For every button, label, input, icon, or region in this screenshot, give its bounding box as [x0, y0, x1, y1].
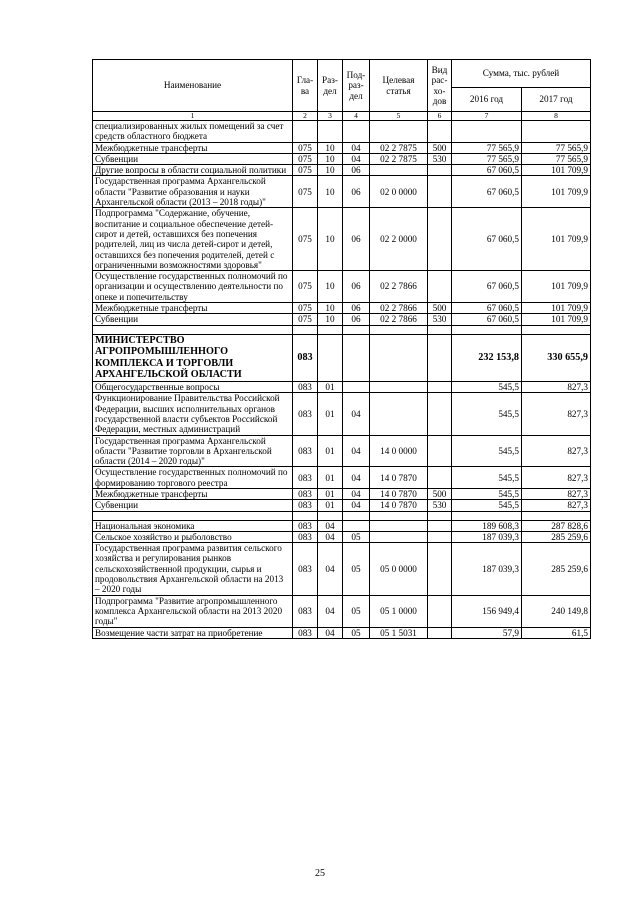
expense-type-cell [428, 543, 452, 595]
razdel-cell: 01 [318, 467, 343, 489]
sum-2016-cell: 545,5 [452, 382, 522, 393]
razdel-cell: 01 [318, 393, 343, 435]
podrazdel-cell: 06 [343, 208, 370, 271]
sum-2017-cell: 101 709,9 [522, 176, 591, 208]
sum-2017-cell: 101 709,9 [522, 271, 591, 303]
sum-2016-cell [452, 121, 522, 143]
expense-type-cell [428, 393, 452, 435]
razdel-cell: 04 [318, 543, 343, 595]
podrazdel-cell: 04 [343, 435, 370, 467]
expense-type-cell [428, 334, 452, 381]
table-row [93, 165, 591, 176]
sum-2016-cell [452, 511, 522, 520]
expense-type-cell [428, 121, 452, 143]
table-row [93, 488, 591, 499]
target-article-cell [370, 325, 428, 334]
razdel-cell: 01 [318, 500, 343, 511]
table-row [93, 176, 591, 208]
podrazdel-cell: 05 [343, 627, 370, 638]
podrazdel-cell: 04 [343, 467, 370, 489]
glava-cell: 083 [293, 543, 318, 595]
header-year-2016: 2016 год [452, 88, 522, 112]
glava-cell: 075 [293, 142, 318, 153]
name-cell: Государственная программа развития сельского хозяйства и регулирования рынков сельскохозяйственной продукции, сырья и продовольствия Архангельской области на 2013 – 2020 годы [93, 543, 293, 595]
sum-2016-cell: 187 039,3 [452, 531, 522, 542]
header-glava: Гла- ва [293, 60, 318, 112]
razdel-cell: 04 [318, 627, 343, 638]
razdel-cell [318, 121, 343, 143]
sum-2017-cell: 330 655,9 [522, 334, 591, 381]
expense-type-cell [428, 520, 452, 531]
name-cell: Осуществление государственных полномочий по формированию торгового реестра [93, 467, 293, 489]
column-number: 7 [452, 112, 522, 121]
sum-2016-cell: 545,5 [452, 488, 522, 499]
table-row [93, 435, 591, 467]
razdel-cell: 01 [318, 382, 343, 393]
sum-2017-cell: 101 709,9 [522, 314, 591, 325]
header-sum: Сумма, тыс. рублей [452, 60, 591, 88]
sum-2016-cell: 232 153,8 [452, 334, 522, 381]
name-cell: Подпрограмма "Развитие агропромышленного комплекса Архангельской области на 2013 2020 годы" [93, 595, 293, 627]
podrazdel-cell [343, 325, 370, 334]
sum-2016-cell: 545,5 [452, 435, 522, 467]
sum-2017-cell [522, 511, 591, 520]
table-row [93, 393, 591, 435]
expense-type-cell [428, 511, 452, 520]
sum-2017-cell: 285 259,6 [522, 543, 591, 595]
name-cell: Межбюджетные трансферты [93, 142, 293, 153]
razdel-cell [318, 325, 343, 334]
name-cell: Государственная программа Архангельской области "Развитие образования и науки Архангельской области (2013 – 2018 годы)" [93, 176, 293, 208]
podrazdel-cell: 04 [343, 153, 370, 164]
razdel-cell: 04 [318, 520, 343, 531]
sum-2017-cell: 827,3 [522, 467, 591, 489]
name-cell: Функционирование Правительства Российской Федерации, высших исполнительных органов государственной власти субъектов Российской Федерации, местных администраций [93, 393, 293, 435]
sum-2016-cell: 67 060,5 [452, 165, 522, 176]
sum-2017-cell: 101 709,9 [522, 303, 591, 314]
header-podrazdel: Под- раз- дел [343, 60, 370, 112]
sum-2017-cell: 61,5 [522, 627, 591, 638]
sum-2016-cell: 545,5 [452, 467, 522, 489]
table-row [93, 595, 591, 627]
name-cell: Межбюджетные трансферты [93, 488, 293, 499]
target-article-cell: 02 2 7875 [370, 142, 428, 153]
expense-type-cell [428, 271, 452, 303]
podrazdel-cell: 06 [343, 303, 370, 314]
razdel-cell: 10 [318, 271, 343, 303]
sum-2016-cell: 67 060,5 [452, 314, 522, 325]
sum-2017-cell: 827,3 [522, 500, 591, 511]
column-number: 3 [318, 112, 343, 121]
sum-2017-cell: 827,3 [522, 382, 591, 393]
header-razdel: Раз- дел [318, 60, 343, 112]
sum-2016-cell [452, 325, 522, 334]
name-cell: специализированных жилых помещений за счет средств областного бюджета [93, 121, 293, 143]
budget-table [92, 59, 591, 639]
expense-type-cell [428, 382, 452, 393]
sum-2016-cell: 545,5 [452, 393, 522, 435]
target-article-cell [370, 520, 428, 531]
razdel-cell: 10 [318, 314, 343, 325]
sum-2017-cell [522, 325, 591, 334]
sum-2017-cell: 77 565,9 [522, 153, 591, 164]
header-row [93, 60, 591, 88]
podrazdel-cell: 06 [343, 165, 370, 176]
sum-2017-cell: 101 709,9 [522, 165, 591, 176]
table-row [93, 314, 591, 325]
glava-cell: 083 [293, 531, 318, 542]
podrazdel-cell: 05 [343, 531, 370, 542]
razdel-cell: 04 [318, 595, 343, 627]
column-number: 1 [93, 112, 293, 121]
name-cell: Подпрограмма "Содержание, обучение, воспитание и социальное обеспечение детей-сирот и детей, оставшихся без попечения родителей, лиц из числа детей-сирот и детей, оставшихся без попечения родителей, детей с ограниченными возможностями здоровья" [93, 208, 293, 271]
target-article-cell [370, 382, 428, 393]
glava-cell: 083 [293, 334, 318, 381]
table-row [93, 121, 591, 143]
sum-2017-cell: 827,3 [522, 488, 591, 499]
sum-2017-cell: 827,3 [522, 435, 591, 467]
column-number-row [93, 112, 591, 121]
header-name: Наименование [93, 60, 293, 112]
razdel-cell: 01 [318, 435, 343, 467]
target-article-cell: 02 2 7875 [370, 153, 428, 164]
page-number: 25 [315, 868, 325, 879]
glava-cell: 075 [293, 176, 318, 208]
sum-2016-cell: 67 060,5 [452, 303, 522, 314]
glava-cell: 083 [293, 382, 318, 393]
table-row [93, 500, 591, 511]
name-cell: Осуществление государственных полномочий по организации и осуществлению деятельности по опеке и попечительству [93, 271, 293, 303]
header-vid: Вид рас- хо- дов [428, 60, 452, 112]
expense-type-cell [428, 176, 452, 208]
glava-cell: 083 [293, 627, 318, 638]
podrazdel-cell: 04 [343, 500, 370, 511]
glava-cell: 083 [293, 488, 318, 499]
podrazdel-cell [343, 121, 370, 143]
razdel-cell [318, 334, 343, 381]
sum-2016-cell: 545,5 [452, 500, 522, 511]
sum-2017-cell: 101 709,9 [522, 208, 591, 271]
table-row [93, 303, 591, 314]
name-cell [93, 325, 293, 334]
target-article-cell: 14 0 7870 [370, 467, 428, 489]
glava-cell: 083 [293, 467, 318, 489]
sum-2016-cell: 189 608,3 [452, 520, 522, 531]
expense-type-cell [428, 165, 452, 176]
podrazdel-cell: 05 [343, 595, 370, 627]
target-article-cell [370, 393, 428, 435]
target-article-cell [370, 165, 428, 176]
razdel-cell: 10 [318, 176, 343, 208]
glava-cell: 075 [293, 165, 318, 176]
glava-cell [293, 511, 318, 520]
glava-cell: 075 [293, 303, 318, 314]
podrazdel-cell: 06 [343, 176, 370, 208]
table-row [93, 208, 591, 271]
name-cell: Субвенции [93, 500, 293, 511]
glava-cell: 075 [293, 314, 318, 325]
sum-2017-cell: 77 565,9 [522, 142, 591, 153]
name-cell: Субвенции [93, 153, 293, 164]
podrazdel-cell [343, 520, 370, 531]
target-article-cell: 14 0 7870 [370, 488, 428, 499]
name-cell: Субвенции [93, 314, 293, 325]
column-number: 2 [293, 112, 318, 121]
target-article-cell: 05 1 0000 [370, 595, 428, 627]
expense-type-cell: 500 [428, 303, 452, 314]
target-article-cell: 02 2 7866 [370, 303, 428, 314]
table-row [93, 520, 591, 531]
glava-cell: 083 [293, 435, 318, 467]
razdel-cell: 10 [318, 142, 343, 153]
glava-cell: 083 [293, 393, 318, 435]
header-target: Целевая статья [370, 60, 428, 112]
sum-2016-cell: 67 060,5 [452, 271, 522, 303]
podrazdel-cell: 04 [343, 488, 370, 499]
sum-2016-cell: 77 565,9 [452, 142, 522, 153]
glava-cell: 075 [293, 153, 318, 164]
expense-type-cell [428, 467, 452, 489]
table-row [93, 467, 591, 489]
ministry-row [93, 334, 591, 381]
sum-2016-cell: 187 039,3 [452, 543, 522, 595]
expense-type-cell: 500 [428, 142, 452, 153]
name-cell: Межбюджетные трансферты [93, 303, 293, 314]
sum-2017-cell [522, 121, 591, 143]
razdel-cell: 10 [318, 303, 343, 314]
sum-2016-cell: 77 565,9 [452, 153, 522, 164]
table-row [93, 142, 591, 153]
spacer-row [93, 325, 591, 334]
table-row [93, 382, 591, 393]
table-row [93, 543, 591, 595]
sum-2017-cell: 287 828,6 [522, 520, 591, 531]
target-article-cell: 02 2 7866 [370, 271, 428, 303]
glava-cell: 083 [293, 520, 318, 531]
column-number: 4 [343, 112, 370, 121]
razdel-cell: 10 [318, 153, 343, 164]
podrazdel-cell: 04 [343, 393, 370, 435]
table-row [93, 627, 591, 638]
glava-cell [293, 121, 318, 143]
column-number: 6 [428, 112, 452, 121]
target-article-cell: 14 0 7870 [370, 500, 428, 511]
name-cell: Национальная экономика [93, 520, 293, 531]
podrazdel-cell: 06 [343, 314, 370, 325]
target-article-cell: 02 0 0000 [370, 176, 428, 208]
sum-2017-cell: 285 259,6 [522, 531, 591, 542]
target-article-cell: 05 0 0000 [370, 543, 428, 595]
expense-type-cell: 530 [428, 153, 452, 164]
target-article-cell: 14 0 0000 [370, 435, 428, 467]
target-article-cell [370, 511, 428, 520]
header-year-2017: 2017 год [522, 88, 591, 112]
column-number: 8 [522, 112, 591, 121]
sum-2016-cell: 57,9 [452, 627, 522, 638]
glava-cell: 083 [293, 500, 318, 511]
name-cell: Другие вопросы в области социальной политики [93, 165, 293, 176]
sum-2017-cell: 827,3 [522, 393, 591, 435]
razdel-cell: 10 [318, 208, 343, 271]
sum-2016-cell: 156 949,4 [452, 595, 522, 627]
expense-type-cell: 530 [428, 500, 452, 511]
podrazdel-cell [343, 382, 370, 393]
razdel-cell: 10 [318, 165, 343, 176]
expense-type-cell [428, 325, 452, 334]
target-article-cell [370, 334, 428, 381]
target-article-cell: 02 2 7866 [370, 314, 428, 325]
target-article-cell: 02 2 0000 [370, 208, 428, 271]
name-cell: Сельское хозяйство и рыболовство [93, 531, 293, 542]
razdel-cell: 01 [318, 488, 343, 499]
podrazdel-cell: 06 [343, 271, 370, 303]
podrazdel-cell [343, 334, 370, 381]
glava-cell [293, 325, 318, 334]
expense-type-cell [428, 208, 452, 271]
table-row [93, 531, 591, 542]
razdel-cell: 04 [318, 531, 343, 542]
name-cell: Возмещение части затрат на приобретение [93, 627, 293, 638]
glava-cell: 083 [293, 595, 318, 627]
podrazdel-cell: 04 [343, 142, 370, 153]
podrazdel-cell: 05 [343, 543, 370, 595]
sum-2016-cell: 67 060,5 [452, 176, 522, 208]
name-cell: Государственная программа Архангельской области "Развитие торговли в Архангельской области (2014 – 2020 годы)" [93, 435, 293, 467]
glava-cell: 075 [293, 208, 318, 271]
target-article-cell: 05 1 5031 [370, 627, 428, 638]
name-cell: Общегосударственные вопросы [93, 382, 293, 393]
podrazdel-cell [343, 511, 370, 520]
expense-type-cell [428, 531, 452, 542]
expense-type-cell: 500 [428, 488, 452, 499]
razdel-cell [318, 511, 343, 520]
expense-type-cell [428, 435, 452, 467]
name-cell [93, 511, 293, 520]
column-number: 5 [370, 112, 428, 121]
sum-2016-cell: 67 060,5 [452, 208, 522, 271]
expense-type-cell [428, 595, 452, 627]
name-cell: МИНИСТЕРСТВО АГРОПРОМЫШЛЕННОГО КОМПЛЕКСА И ТОРГОВЛИ АРХАНГЕЛЬСКОЙ ОБЛАСТИ [93, 334, 293, 381]
sum-2017-cell: 240 149,8 [522, 595, 591, 627]
expense-type-cell [428, 627, 452, 638]
target-article-cell [370, 121, 428, 143]
target-article-cell [370, 531, 428, 542]
glava-cell: 075 [293, 271, 318, 303]
table-row [93, 153, 591, 164]
table-row [93, 271, 591, 303]
spacer-row [93, 511, 591, 520]
expense-type-cell: 530 [428, 314, 452, 325]
